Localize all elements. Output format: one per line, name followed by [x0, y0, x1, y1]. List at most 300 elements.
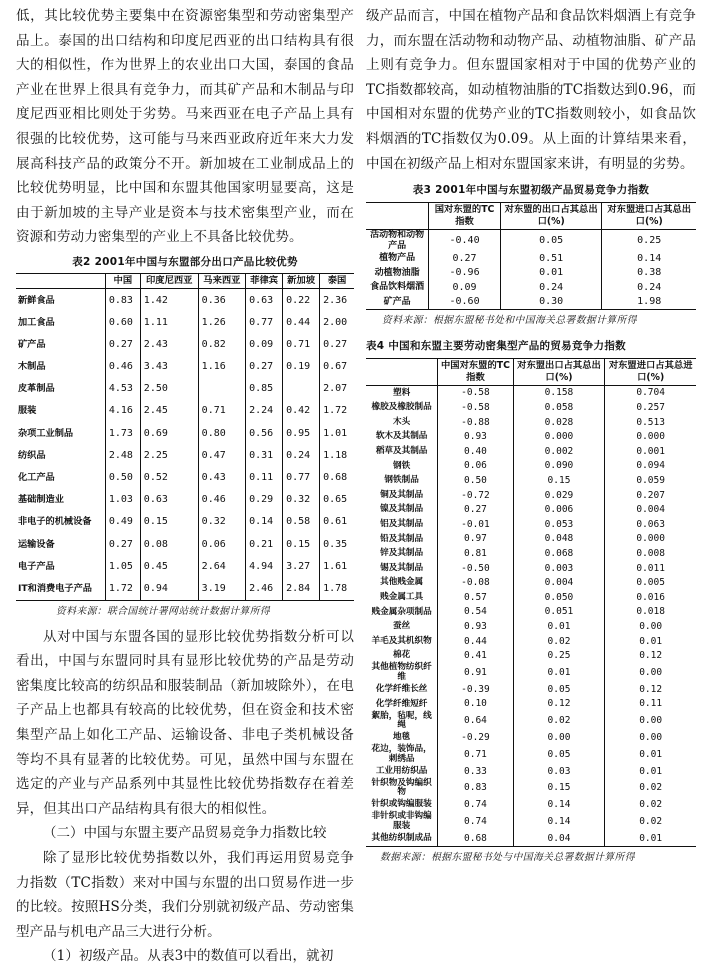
table-cell: 2.24: [246, 400, 283, 422]
row-label: 电子产品: [18, 560, 55, 572]
row-label: 其他贱金属: [380, 577, 424, 588]
table-row: [16, 555, 354, 577]
row-label: 化学纤维短纤: [375, 698, 428, 709]
table-cell: -0.60: [429, 295, 501, 310]
table-cell: 0.36: [198, 288, 245, 311]
table-cell: 2.50: [140, 378, 198, 400]
table-cell: 0.016: [605, 590, 696, 605]
table4-header-0: [366, 359, 438, 386]
table3-header-0: [366, 203, 429, 230]
table-cell: 0.15: [140, 511, 198, 533]
table-cell: 4.16: [105, 400, 140, 422]
row-label: 动植物油脂: [374, 267, 420, 278]
table-cell: 0.01: [605, 764, 696, 779]
table-cell: 1.01: [320, 422, 354, 444]
table-cell: -0.29: [438, 731, 513, 746]
table2-header-1: 中国: [105, 273, 140, 288]
table-cell: 0.77: [283, 466, 320, 488]
table-cell: 0.22: [283, 288, 320, 311]
table-row: [366, 764, 696, 779]
table-cell: 0.83: [438, 779, 513, 798]
table-cell: 0.050: [513, 590, 605, 605]
table-row: [366, 831, 696, 846]
table-cell: -0.88: [438, 415, 513, 430]
table-cell: 0.57: [438, 590, 513, 605]
table-cell: 1.11: [140, 311, 198, 333]
table-row: [366, 590, 696, 605]
table-row: [16, 489, 354, 511]
body-paragraph-3: 除了显形比较优势指数以外，我们再运用贸易竞争力指数（TC指数）来对中国与东盟的出口贸易作进一步的比较。按照HS分类，我们分别就初级产品、劳动密集型产品与机电产品三大进行分析。: [16, 849, 354, 940]
table-cell: 1.72: [320, 400, 354, 422]
table-cell: 0.71: [198, 400, 245, 422]
table-cell: 0.14: [602, 251, 696, 266]
table2-header-3: 马来西亚: [198, 273, 245, 288]
row-label: 铅及其制品: [380, 533, 424, 544]
table-cell: 1.26: [198, 311, 245, 333]
table-cell: 0.64: [438, 712, 513, 731]
body-paragraph-1: 低，其比较优势主要集中在资源密集型和劳动密集型产品上。泰国的出口结构和印度尼西亚的出口结构具有很大的相似性，作为世界上的农业出口大国，泰国的食品产业在世界上很具有竞争力，而其矿产品和木制品与印度尼西亚相比则处于劣势。马来西亚在电子产品上具有很强的比较优势，这可能与马来西亚政府近年来大力发展高科技产品的政策分不开。新加坡在工业制成品上的比较优势明显，比中国和东盟其他国家明显要高，这是由于新加坡的主导产业是资本与技术密集型产业，而在资源和劳动力密集型的产业上不具备比较优势。: [16, 8, 354, 246]
table-cell: 0.053: [513, 518, 605, 533]
table-cell: 0.65: [320, 489, 354, 511]
table-cell: 0.54: [438, 605, 513, 620]
table-cell: 0.82: [198, 333, 245, 355]
row-label: 矿产品: [18, 338, 46, 350]
table-cell: 0.47: [198, 444, 245, 466]
table2-source: 资料来源：联合国统计署网站统计数据计算所得: [56, 605, 271, 617]
table-cell: 0.090: [513, 459, 605, 474]
table-cell: 0.49: [105, 511, 140, 533]
table-cell: 0.05: [513, 682, 605, 697]
table-cell: 0.46: [105, 356, 140, 378]
row-label: 棉花: [393, 650, 411, 661]
table-cell: 0.04: [513, 831, 605, 846]
table-cell: 1.42: [140, 288, 198, 311]
table-cell: 0.31: [246, 444, 283, 466]
table-cell: 0.69: [140, 422, 198, 444]
table-cell: 0.27: [105, 333, 140, 355]
table-cell: 0.006: [513, 503, 605, 518]
table-cell: 0.00: [513, 731, 605, 746]
table-cell: 0.97: [438, 532, 513, 547]
row-label: 蚕丝: [393, 621, 411, 632]
table-cell: 0.44: [438, 634, 513, 649]
table-cell: 0.46: [198, 489, 245, 511]
table-cell: 0.24: [602, 280, 696, 295]
table-cell: 0.12: [605, 682, 696, 697]
table-cell: 0.93: [438, 430, 513, 445]
table-cell: 0.00: [605, 731, 696, 746]
table3-header-1: 国对东盟的TC指数: [429, 203, 501, 230]
row-label: 其他纺织制成品: [371, 832, 432, 843]
table-cell: 0.05: [513, 745, 605, 764]
table-row: [16, 577, 354, 600]
table-cell: 0.60: [105, 311, 140, 333]
table-row: [366, 697, 696, 712]
table-cell: 0.25: [602, 230, 696, 252]
table-cell: 0.257: [605, 401, 696, 416]
row-label: 针织或钩编服装: [371, 799, 432, 810]
table-cell: 0.52: [140, 466, 198, 488]
table-row: [366, 230, 696, 252]
row-label: 纺织品: [18, 449, 46, 461]
table-cell: 0.207: [605, 488, 696, 503]
table-row: [366, 745, 696, 764]
table-cell: 0.02: [605, 798, 696, 813]
table-cell: 0.43: [198, 466, 245, 488]
table-cell: 0.005: [605, 576, 696, 591]
table-cell: 0.32: [198, 511, 245, 533]
table-row: [366, 503, 696, 518]
table-row: [16, 466, 354, 488]
table-row: [366, 812, 696, 831]
table-cell: 0.29: [246, 489, 283, 511]
table-cell: 0.50: [438, 474, 513, 489]
table-cell: 0.12: [513, 697, 605, 712]
table-cell: 0.09: [429, 280, 501, 295]
row-label: 其他植物纺织纤维: [371, 662, 432, 682]
table-cell: 0.24: [500, 280, 602, 295]
table-cell: 0.051: [513, 605, 605, 620]
table-row: [16, 444, 354, 466]
table-cell: 0.83: [105, 288, 140, 311]
table-cell: 0.27: [320, 333, 354, 355]
table-row: [366, 532, 696, 547]
table-cell: 0.27: [246, 356, 283, 378]
row-label: 植物产品: [379, 253, 416, 264]
table-cell: 0.11: [605, 697, 696, 712]
table-cell: 0.42: [283, 400, 320, 422]
table-cell: 0.01: [605, 831, 696, 846]
table-cell: 0.40: [438, 445, 513, 460]
table-cell: 0.03: [513, 764, 605, 779]
row-label: 化工产品: [18, 472, 55, 484]
table2-caption: 表2 2001年中国与东盟部分出口产品比较优势: [72, 255, 298, 268]
table-cell: -0.01: [438, 518, 513, 533]
table2-header-5: 新加坡: [283, 273, 320, 288]
table-cell: -0.50: [438, 561, 513, 576]
table-cell: -0.72: [438, 488, 513, 503]
table-cell: 1.61: [320, 555, 354, 577]
table-cell: 0.001: [605, 445, 696, 460]
table-row: [16, 288, 354, 311]
table4-source: 数据来源：根据东盟秘书处与中国海关总署数据计算所得: [380, 852, 635, 863]
table2-header-0: [16, 273, 105, 288]
table-cell: 0.41: [438, 649, 513, 664]
table-cell: 0.00: [605, 712, 696, 731]
table-cell: 0.25: [513, 649, 605, 664]
row-label: 橡胶及橡胶制品: [371, 402, 432, 413]
table-cell: 0.704: [605, 386, 696, 401]
row-label: 贱金属工具: [380, 592, 424, 603]
row-label: 工业用纺织品: [375, 765, 428, 776]
table-cell: 0.14: [513, 812, 605, 831]
table-cell: 0.68: [438, 831, 513, 846]
table-cell: 0.059: [605, 474, 696, 489]
table-cell: 0.58: [283, 511, 320, 533]
table-row: [366, 712, 696, 731]
table-cell: -0.39: [438, 682, 513, 697]
table-row: [366, 459, 696, 474]
row-label: 地毯: [393, 732, 411, 743]
table-row: [366, 682, 696, 697]
table3-source: 资料来源：根据东盟秘书处和中国海关总署数据计算所得: [382, 315, 637, 327]
table-cell: 0.002: [513, 445, 605, 460]
table-cell: 0.94: [140, 577, 198, 600]
table4-header-2: 对东盟出口占其总出口(%): [513, 359, 605, 386]
table-cell: 0.000: [605, 532, 696, 547]
row-label: 花边，装饰品，刺绣品: [371, 744, 432, 764]
table-cell: 0.45: [140, 555, 198, 577]
table-cell: 3.27: [283, 555, 320, 577]
body-paragraph-2: 从对中国与东盟各国的显形比较优势指数分析可以看出，中国与东盟同时具有显形比较优势的产品是劳动密集度比较高的纺织品和服装制品（新加坡除外），在电子产品上也都具有较高的比较优势，但在资金和技术密集型产品上如化工产品、运输设备、非电子类机械设备等均不具有显著的比较优势。可见，虽然中国与东盟在选定的产业与产品系列中其显性比较优势指数存在着差异，但其出口产品结构具有很大的相似性。: [16, 628, 354, 817]
table-cell: 2.00: [320, 311, 354, 333]
table-cell: 0.27: [105, 533, 140, 555]
table-cell: 0.33: [438, 764, 513, 779]
table-cell: 0.029: [513, 488, 605, 503]
row-label: 铜及其制品: [380, 489, 424, 500]
table-cell: 2.64: [198, 555, 245, 577]
table-cell: 0.008: [605, 547, 696, 562]
table-cell: 0.08: [140, 533, 198, 555]
row-label: 钢铁制品: [384, 475, 419, 486]
table-cell: 0.158: [513, 386, 605, 401]
table-cell: 4.94: [246, 555, 283, 577]
table-row: [366, 386, 696, 401]
table-cell: 0.06: [198, 533, 245, 555]
body-paragraph-5: 级产品而言，中国在植物产品和食品饮料烟酒上有竞争力，而东盟在活动物和动物产品、动植物油脂、矿产品上则有竞争力。但东盟国家相对于中国的优势产业的TC指数都较高，如动植物油脂的TC指数达到0.96，而中国相对东盟的优势产业的TC指数则较小，如食品饮料烟酒的TC指数仅为0.09。从上面的计算结果来看，中国在初级产品上相对东盟国家来讲，有明显的劣势。: [366, 8, 696, 172]
table-cell: 0.14: [513, 798, 605, 813]
table-cell: 1.73: [105, 422, 140, 444]
row-label: 镍及其制品: [380, 504, 424, 515]
table-cell: 0.018: [605, 605, 696, 620]
section-heading: （二）中国与东盟主要产品贸易竞争力指数比较: [43, 825, 327, 842]
table-cell: 0.93: [438, 620, 513, 635]
row-label: 锡及其制品: [380, 562, 424, 573]
table-cell: 0.74: [438, 798, 513, 813]
table-row: [16, 333, 354, 355]
table-cell: 0.12: [605, 649, 696, 664]
table-row: [366, 280, 696, 295]
row-label: 软木及其制品: [375, 431, 428, 442]
table-row: [366, 620, 696, 635]
table-cell: 0.32: [283, 489, 320, 511]
table-cell: 0.63: [140, 489, 198, 511]
table4-header-3: 对东盟进口占其总进口(%): [605, 359, 696, 386]
table-cell: 0.094: [605, 459, 696, 474]
row-label: 木制品: [18, 361, 46, 373]
table-cell: 0.15: [513, 779, 605, 798]
table-cell: 0.004: [513, 576, 605, 591]
table-row: [366, 576, 696, 591]
table-cell: 0.058: [513, 401, 605, 416]
table-cell: 0.05: [500, 230, 602, 252]
table-cell: 2.07: [320, 378, 354, 400]
table-cell: 0.27: [438, 503, 513, 518]
table-cell: 1.98: [602, 295, 696, 310]
table-cell: 0.01: [605, 745, 696, 764]
row-label: 钢铁: [393, 460, 411, 471]
table3-caption: 表3 2001年中国与东盟初级产品贸易竞争力指数: [412, 184, 650, 197]
table-cell: 0.81: [438, 547, 513, 562]
table-cell: 0.028: [513, 415, 605, 430]
table-cell: 0.67: [320, 356, 354, 378]
table-cell: 0.35: [320, 533, 354, 555]
table-row: [366, 605, 696, 620]
right-column: [366, 0, 696, 863]
row-label: 基础制造业: [18, 494, 64, 506]
table3: [366, 202, 696, 310]
table-cell: 0.95: [283, 422, 320, 444]
table-row: [366, 251, 696, 266]
body-paragraph-4: （1）初级产品。从表3中的数值可以看出，就初: [43, 948, 334, 965]
table-cell: 2.84: [283, 577, 320, 600]
table-cell: 0.02: [605, 812, 696, 831]
table-cell: 3.19: [198, 577, 245, 600]
table-cell: -0.40: [429, 230, 501, 252]
table4-header-1: 中国对东盟的TC指数: [438, 359, 513, 386]
table-cell: 0.50: [105, 466, 140, 488]
table-cell: 0.06: [438, 459, 513, 474]
table-row: [366, 518, 696, 533]
row-label: 絮胎，毡呢，线绳: [371, 710, 432, 731]
table-cell: 2.48: [105, 444, 140, 466]
table-cell: 1.03: [105, 489, 140, 511]
table-cell: 0.68: [320, 466, 354, 488]
table-cell: 2.45: [140, 400, 198, 422]
table-cell: 0.24: [283, 444, 320, 466]
table-cell: 2.36: [320, 288, 354, 311]
table-row: [16, 511, 354, 533]
row-label: 杂项工业制品: [18, 427, 74, 439]
table-cell: 0.00: [605, 620, 696, 635]
table-cell: 0.00: [605, 663, 696, 682]
table-cell: 0.56: [246, 422, 283, 444]
table-cell: 0.004: [605, 503, 696, 518]
table-cell: 0.02: [513, 634, 605, 649]
table-row: [366, 430, 696, 445]
table-cell: 0.74: [438, 812, 513, 831]
row-label: 运输设备: [18, 538, 55, 550]
row-label: 化学纤维长丝: [375, 683, 428, 694]
table-cell: 3.43: [140, 356, 198, 378]
left-column: [16, 0, 354, 969]
table-cell: 0.71: [438, 745, 513, 764]
table-cell: 0.27: [429, 251, 501, 266]
table-cell: 0.063: [605, 518, 696, 533]
table-cell: -0.08: [438, 576, 513, 591]
table-cell: 2.25: [140, 444, 198, 466]
table-cell: 0.85: [246, 378, 283, 400]
table-cell: 2.43: [140, 333, 198, 355]
table-cell: 0.01: [513, 663, 605, 682]
row-label: 皮革制品: [18, 383, 55, 395]
table-cell: 0.63: [246, 288, 283, 311]
table-cell: -0.96: [429, 266, 501, 281]
table-cell: 0.71: [283, 333, 320, 355]
row-label: 食品饮料烟酒: [370, 282, 425, 293]
table-cell: -0.58: [438, 386, 513, 401]
table4: [366, 358, 696, 847]
table-cell: 0.61: [320, 511, 354, 533]
table-cell: 1.16: [198, 356, 245, 378]
table-row: [16, 378, 354, 400]
table-cell: 1.78: [320, 577, 354, 600]
table-cell: 0.01: [605, 634, 696, 649]
table-cell: 0.14: [246, 511, 283, 533]
table-row: [366, 266, 696, 281]
table3-header-2: 对东盟的出口占其总出口(%): [500, 203, 602, 230]
table-cell: 2.46: [246, 577, 283, 600]
row-label: 贱金属杂项制品: [371, 606, 432, 617]
table-row: [16, 400, 354, 422]
table-cell: 0.01: [513, 620, 605, 635]
table-cell: 0.09: [246, 333, 283, 355]
table-row: [366, 547, 696, 562]
table-row: [16, 311, 354, 333]
table2-header-4: 菲律宾: [246, 273, 283, 288]
table-cell: 0.80: [198, 422, 245, 444]
row-label: 非针织或非钩编服装: [371, 811, 432, 831]
row-label: 活动物和动物产品: [370, 230, 425, 251]
table-row: [366, 295, 696, 310]
table-cell: 4.53: [105, 378, 140, 400]
row-label: 矿产品: [383, 296, 411, 307]
table-cell: [283, 378, 320, 400]
table2-header-2: 印度尼西亚: [140, 273, 198, 288]
table-cell: 0.003: [513, 561, 605, 576]
table-row: [16, 356, 354, 378]
table2: [16, 273, 354, 601]
table-cell: 0.01: [500, 266, 602, 281]
row-label: 服装: [18, 405, 37, 417]
table-row: [366, 779, 696, 798]
row-label: 锌及其制品: [380, 548, 424, 559]
table-cell: 0.068: [513, 547, 605, 562]
table2-header-6: 泰国: [320, 273, 354, 288]
row-label: 铝及其制品: [380, 519, 424, 530]
table-cell: 0.77: [246, 311, 283, 333]
row-label: 羊毛及其机织物: [371, 635, 432, 646]
table-row: [366, 415, 696, 430]
table-cell: [198, 378, 245, 400]
table4-caption: 表4 中国和东盟主要劳动密集型产品的贸易竞争力指数: [366, 340, 626, 353]
table-cell: 0.11: [246, 466, 283, 488]
table-row: [366, 488, 696, 503]
table-row: [16, 422, 354, 444]
table-cell: -0.58: [438, 401, 513, 416]
row-label: 木头: [393, 416, 411, 427]
table-cell: 0.21: [246, 533, 283, 555]
table-row: [16, 533, 354, 555]
table-row: [366, 401, 696, 416]
table3-header-3: 对东盟进口占其总出口(%): [602, 203, 696, 230]
table-cell: 0.10: [438, 697, 513, 712]
table-cell: 0.19: [283, 356, 320, 378]
table-cell: 0.44: [283, 311, 320, 333]
row-label: 加工食品: [18, 316, 55, 328]
row-label: 非电子的机械设备: [18, 516, 92, 528]
table-cell: 0.000: [513, 430, 605, 445]
table-cell: 0.15: [283, 533, 320, 555]
table-cell: 0.02: [513, 712, 605, 731]
table-row: [366, 634, 696, 649]
table-cell: 0.513: [605, 415, 696, 430]
table-cell: 1.18: [320, 444, 354, 466]
table-cell: 0.38: [602, 266, 696, 281]
table-cell: 1.05: [105, 555, 140, 577]
row-label: 稻草及其制品: [375, 446, 428, 457]
table-cell: 0.02: [605, 779, 696, 798]
